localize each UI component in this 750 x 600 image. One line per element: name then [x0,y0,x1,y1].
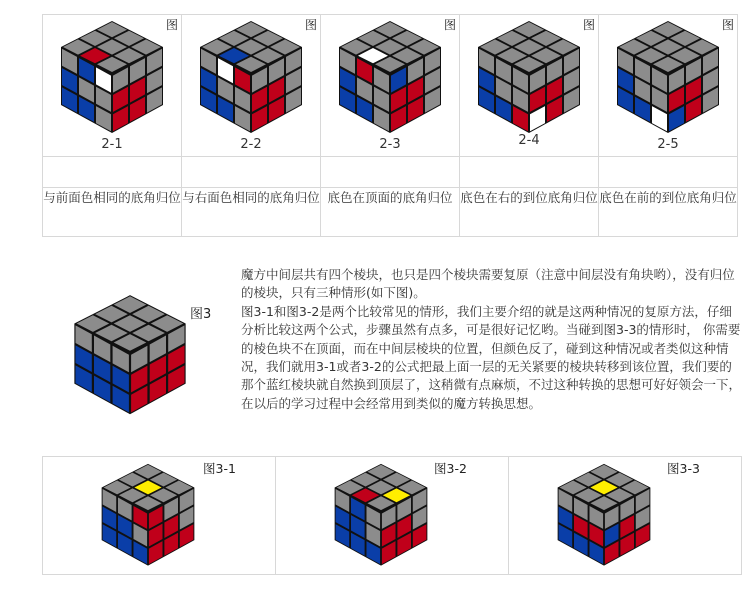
description-cell: 底色在顶面的底角归位 [321,188,460,237]
middle-edge-table [42,456,742,575]
description-row [43,188,738,237]
figure-tag: 图 [582,18,595,32]
cube-3-3-figure [554,462,654,572]
figure-tag: 图 [304,18,317,32]
cube-cell-2-5 [599,15,738,157]
figure-caption: 2-4 [518,133,540,148]
cube-cell-2-1 [43,15,182,157]
figure-tag: 图 [165,18,178,32]
description-cell: 与前面色相同的底角归位 [43,188,182,237]
paragraph-intro: 魔方中间层共有四个棱块，也只是四个棱块需要复原（注意中间层没有角块哟），没有归位的棱块，只有三种情形(如下图)。 [241,267,735,301]
cube-3-1-figure [98,462,198,572]
cube-cell-2-2 [182,15,321,157]
cube-cell-3-2 [276,457,509,575]
empty-row [43,157,738,188]
figure-label: 图3-1 [203,461,236,476]
middle-layer-description [241,266,741,413]
figure-tag: 图 [443,18,456,32]
cube-2-3-figure [335,19,445,139]
cube-2-4-figure [474,19,584,139]
figure-tag: 图 [721,18,734,32]
cube-3-2-figure [331,462,431,572]
cube-cell-3-1 [43,457,276,575]
paragraph-method: 图3-1和图3-2是两个比较常见的情形，我们主要介绍的就是这两种情况的复原方法，仔细分析比较这两个公式，步骤虽然有点多，可是很好记忆哟。当碰到图3-3的情形时， 你需要的棱色块不在顶面，而在中间层棱块的位置，但颜色反了，碰到这种情况或者类似这种情况，我们就用3-1或者3-2的公式把最上面一层的无关紧要的棱块转移到该位置，我们要的那个蓝红棱块就自然换到顶层了，这稍微有点麻烦，不过这种转换的思想可好好领会一下，在以后的学习过程中会经常用到类似的魔方转换思想。 [241,303,742,411]
figure-3-label: 图3 [190,307,212,322]
cube-2-1-figure [57,19,167,139]
cube-image-row [43,15,738,157]
figure-label: 图3-3 [667,461,700,476]
description-cell: 与右面色相同的底角归位 [182,188,321,237]
figure-caption: 2-5 [657,137,679,152]
figure-caption: 2-1 [101,137,123,152]
bottom-corner-table [42,14,738,237]
figure-caption: 2-3 [379,137,401,152]
figure-caption: 2-2 [240,137,262,152]
figure-label: 图3-2 [434,461,467,476]
cube-cell-2-4 [460,15,599,157]
cube-figure-3 [70,293,190,418]
cube-2-2-figure [196,19,306,139]
cube-2-5-figure [613,19,723,139]
cube-cell-2-3 [321,15,460,157]
description-cell: 底色在前的到位底角归位 [599,188,738,237]
cube-cell-3-3 [509,457,742,575]
description-cell: 底色在右的到位底角归位 [460,188,599,237]
